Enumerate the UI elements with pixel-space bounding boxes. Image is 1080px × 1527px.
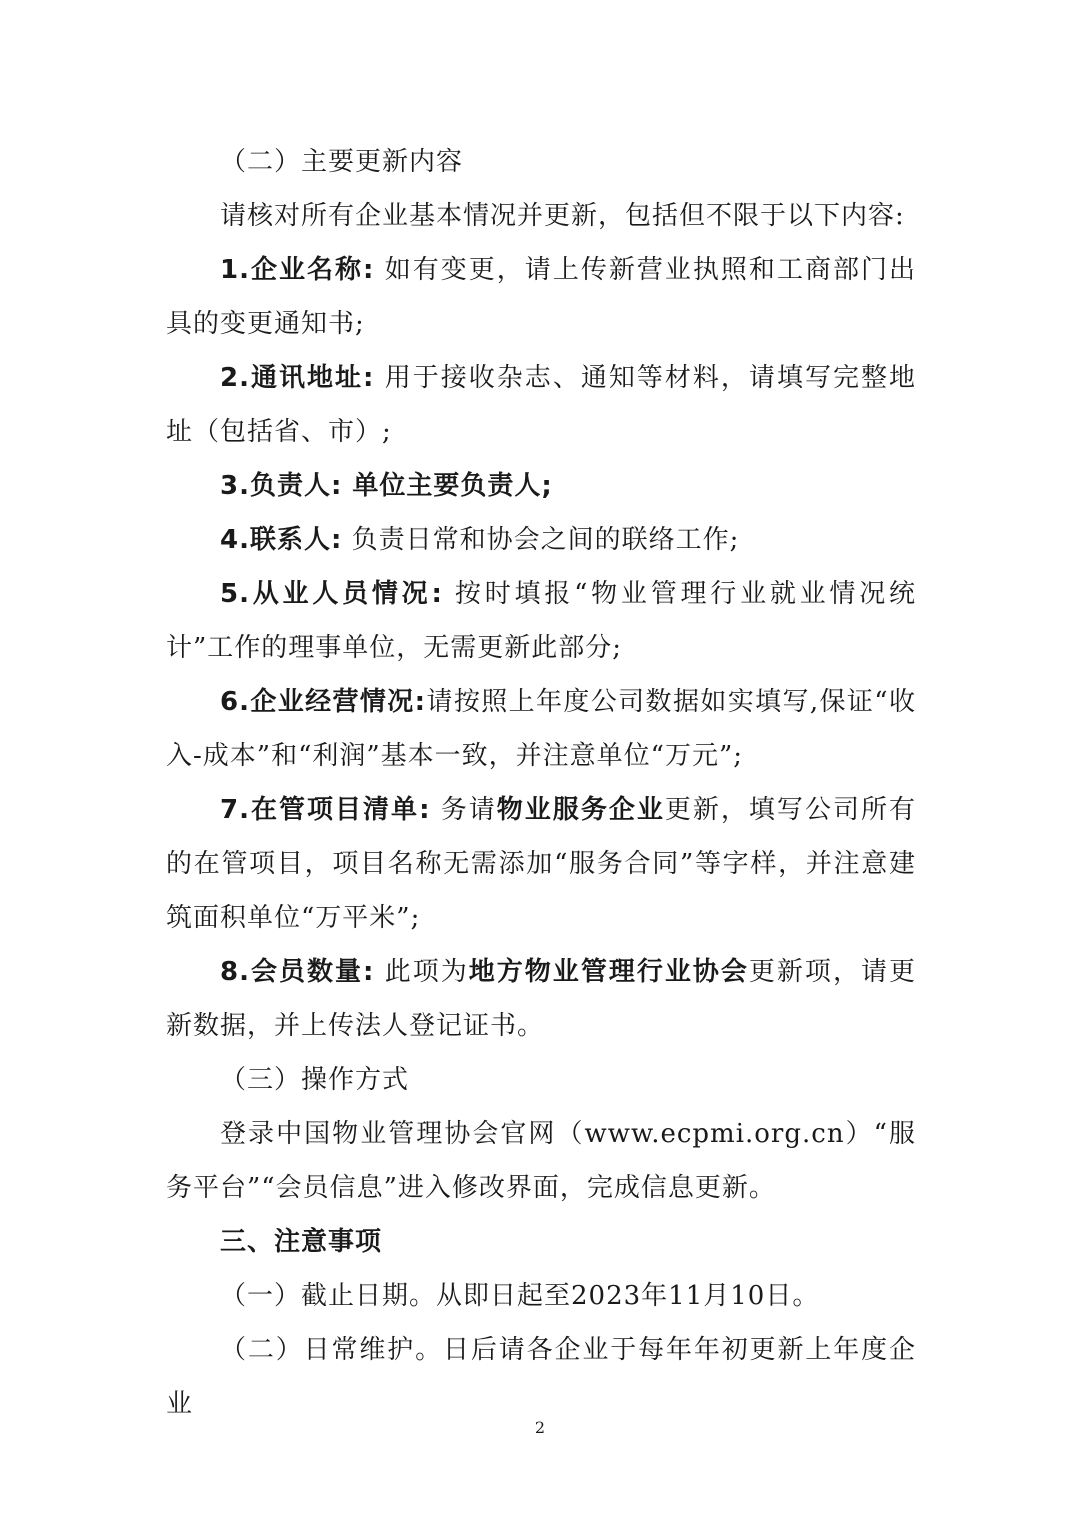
section-heading-notes: 三、注意事项 — [220, 1227, 383, 1257]
item-person-in-charge: 3.负责人: 单位主要负责人; — [220, 471, 553, 501]
paragraph-daily-maintenance: （二）日常维护。日后请各企业于每年年初更新上年度企业 — [166, 1335, 916, 1419]
paragraph-intro: 请核对所有企业基本情况并更新，包括但不限于以下内容: — [220, 201, 905, 231]
item-mailing-address: 2.通讯地址: 用于接收杂志、通知等材料，请填写完整地址（包括省、市）; — [166, 363, 917, 447]
subheading-main-updates: （二）主要更新内容 — [220, 147, 464, 177]
item-company-name: 1.企业名称: 如有变更，请上传新营业执照和工商部门出具的变更通知书; — [166, 255, 917, 339]
subheading-operation-method: （三）操作方式 — [220, 1065, 410, 1095]
page-number: 2 — [534, 1418, 546, 1437]
item-employees: 5.从业人员情况: 按时填报“物业管理行业就业情况统计”工作的理事单位，无需更新此部分; — [166, 579, 916, 663]
body-text — [166, 135, 916, 1431]
paragraph-deadline: （一）截止日期。从即日起至2023年11月10日。 — [220, 1281, 820, 1311]
paragraph-login-instructions: 登录中国物业管理协会官网（www.ecpmi.org.cn）“服务平台”“会员信息”进入修改界面，完成信息更新。 — [166, 1119, 916, 1203]
item-business-operations: 6.企业经营情况:请按照上年度公司数据如实填写,保证“收入-成本”和“利润”基本一致，并注意单位“万元”; — [166, 687, 916, 771]
item-contact-person: 4.联系人: 负责日常和协会之间的联络工作; — [220, 525, 740, 555]
item-managed-projects: 7.在管项目清单: 务请物业服务企业更新，填写公司所有的在管项目，项目名称无需添加“服务合同”等字样，并注意建筑面积单位“万平米”; — [166, 795, 916, 933]
item-member-count: 8.会员数量: 此项为地方物业管理行业协会更新项，请更新数据，并上传法人登记证书。 — [166, 957, 916, 1041]
